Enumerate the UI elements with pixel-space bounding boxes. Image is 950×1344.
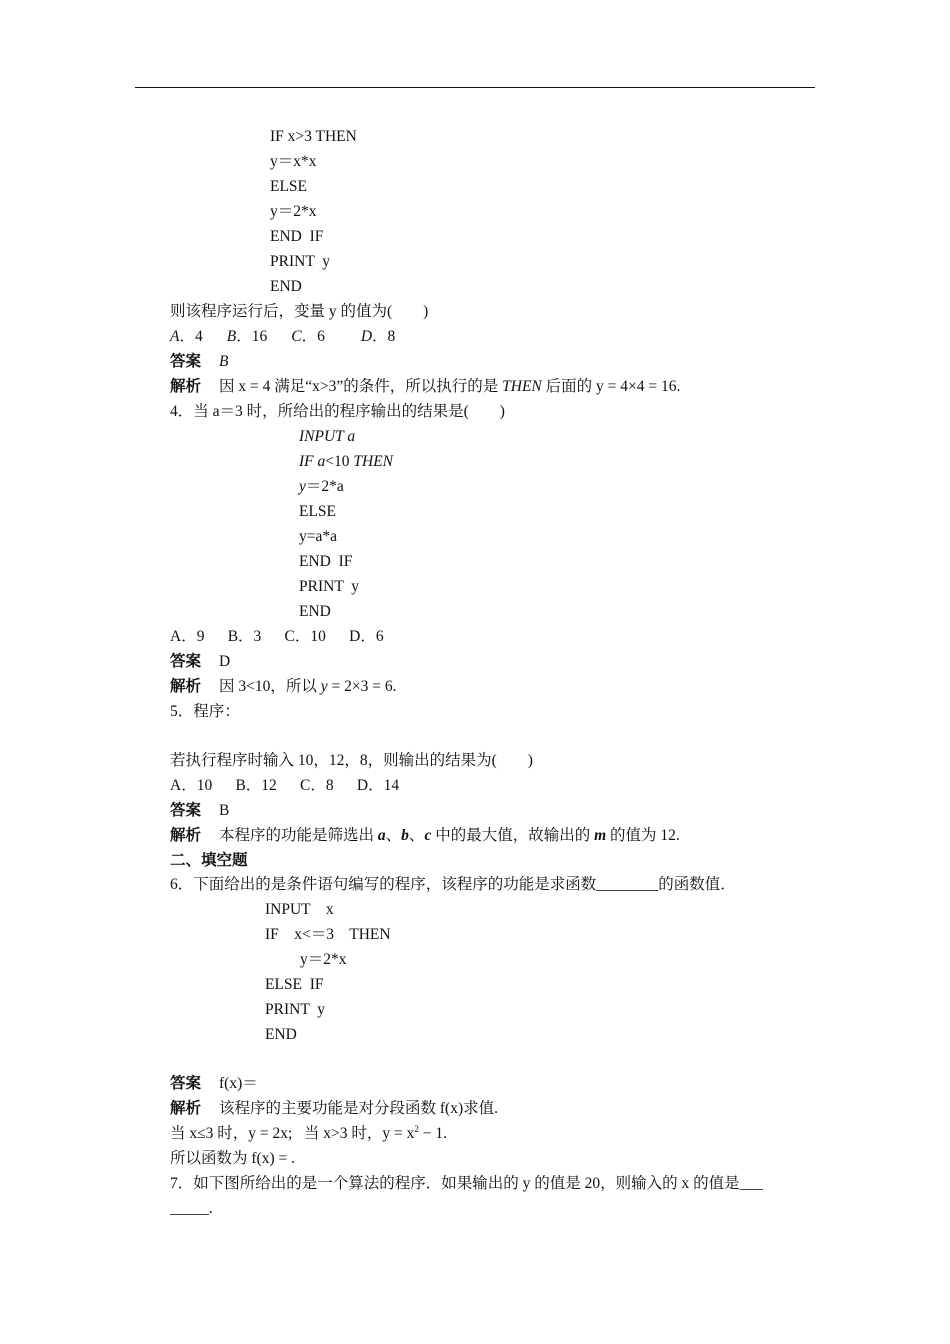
analysis-label: 解析: [170, 678, 202, 695]
q3-analysis: [170, 377, 680, 397]
code-line: END IF: [299, 553, 353, 570]
q6-answer: [170, 1074, 258, 1094]
code-line: ELSE: [270, 178, 308, 195]
answer-value: B: [219, 802, 230, 819]
code-token: IF: [299, 453, 318, 470]
code-line: INPUT x: [265, 901, 334, 918]
analysis-text: 本程序的功能是筛选出: [219, 827, 378, 844]
option-value: ．16: [236, 328, 268, 345]
code-line: END IF: [270, 228, 324, 245]
code-line: y＝x*x: [270, 153, 317, 170]
code-line: y＝2*x: [300, 951, 347, 968]
q6-analysis-line3: 所以函数为 f(x) = .: [170, 1150, 295, 1167]
header-rule: [135, 87, 815, 88]
code-line: END: [265, 1026, 297, 1043]
code-line: END: [270, 278, 302, 295]
analysis-text: 因 x = 4 满足“x>3”的条件，所以执行的是: [219, 378, 503, 395]
q5-question: 若执行程序时输入 10，12，8，则输出的结果为( ): [170, 752, 533, 769]
q3-question: 则该程序运行后，变量 y 的值为( ): [170, 303, 429, 320]
analysis-text: 、: [408, 827, 425, 844]
q6-question: 6．下面给出的是条件语句编写的程序，该程序的功能是求函数________的函数值．: [170, 876, 736, 893]
analysis-text: 的值为 12.: [606, 827, 680, 844]
q7-question-cont: _____.: [170, 1200, 213, 1217]
q7-question: 7．如下图所给出的是一个算法的程序．如果输出的 y 的值是 20，则输入的 x 的值是___: [170, 1175, 763, 1192]
analysis-keyword: THEN: [502, 378, 542, 395]
code-line: [299, 477, 344, 497]
code-line: PRINT y: [299, 578, 360, 595]
code-token: ＝2*a: [305, 478, 344, 495]
q4-analysis: [170, 677, 397, 697]
analysis-text: 中的最大值，故输出的: [431, 827, 595, 844]
q5-analysis: [170, 826, 680, 846]
answer-label: 答案: [170, 802, 202, 819]
code-line: y＝2*x: [270, 203, 317, 220]
answer-value: B: [219, 353, 229, 370]
analysis-text: 因 3<10，所以: [219, 678, 321, 695]
analysis-text: = 2×3 = 6.: [327, 678, 397, 695]
answer-label: 答案: [170, 653, 202, 670]
option-letter: D: [360, 328, 373, 345]
code-line: PRINT y: [265, 1001, 326, 1018]
code-line: END: [299, 603, 331, 620]
superscript: 2: [414, 1124, 419, 1134]
q3-options: [170, 327, 395, 347]
code-line: [299, 452, 393, 472]
option-value: ．4: [179, 328, 203, 345]
code-token: <10: [325, 453, 354, 470]
code-line: ELSE IF: [265, 976, 324, 993]
q3-answer: [170, 352, 228, 372]
code-line: IF x>3 THEN: [270, 128, 357, 145]
code-token: y: [299, 478, 306, 495]
code-line: IF x<＝3 THEN: [265, 926, 391, 943]
answer-value: f(x)＝: [219, 1075, 258, 1092]
analysis-var: b: [401, 827, 409, 844]
analysis-text: 该程序的主要功能是对分段函数 f(x)求值.: [219, 1100, 499, 1117]
analysis-label: 解析: [170, 827, 202, 844]
q4-options: A．9 B．3 C．10 D．6: [170, 628, 384, 645]
q4-answer: [170, 652, 230, 672]
code-line: PRINT y: [270, 253, 331, 270]
option-letter: A: [170, 328, 180, 345]
option-letter: B: [226, 328, 237, 345]
analysis-text: 当 x≤3 时，y = 2x; 当 x>3 时，y = x: [170, 1125, 415, 1142]
code-line: ELSE: [299, 503, 337, 520]
q5-answer: [170, 801, 229, 821]
answer-label: 答案: [170, 353, 202, 370]
answer-label: 答案: [170, 1075, 202, 1092]
q6-analysis: [170, 1099, 498, 1119]
section-heading: 二、填空题: [170, 852, 248, 869]
code-line: y=a*a: [299, 528, 338, 545]
analysis-label: 解析: [170, 1100, 202, 1117]
analysis-label: 解析: [170, 378, 202, 395]
q5-options: A．10 B．12 C．8 D．14: [170, 777, 400, 794]
analysis-var: y: [320, 678, 328, 695]
code-line: INPUT a: [299, 428, 356, 445]
option-value: ．6: [301, 328, 325, 345]
analysis-text: 、: [385, 827, 402, 844]
q6-analysis-line2: [170, 1124, 447, 1144]
analysis-var: m: [594, 827, 607, 844]
q5-title: 5．程序：: [170, 703, 240, 720]
analysis-text: − 1.: [418, 1125, 448, 1142]
option-letter: C: [291, 328, 302, 345]
answer-value: D: [219, 653, 231, 670]
q4-question: 4．当 a＝3 时，所给出的程序输出的结果是( ): [170, 403, 505, 420]
analysis-text: 后面的 y = 4×4 = 16.: [541, 378, 681, 395]
option-value: ．8: [372, 328, 396, 345]
code-token: a: [317, 453, 326, 470]
analysis-var: a: [377, 827, 386, 844]
analysis-var: c: [424, 827, 432, 844]
code-token: THEN: [353, 453, 394, 470]
